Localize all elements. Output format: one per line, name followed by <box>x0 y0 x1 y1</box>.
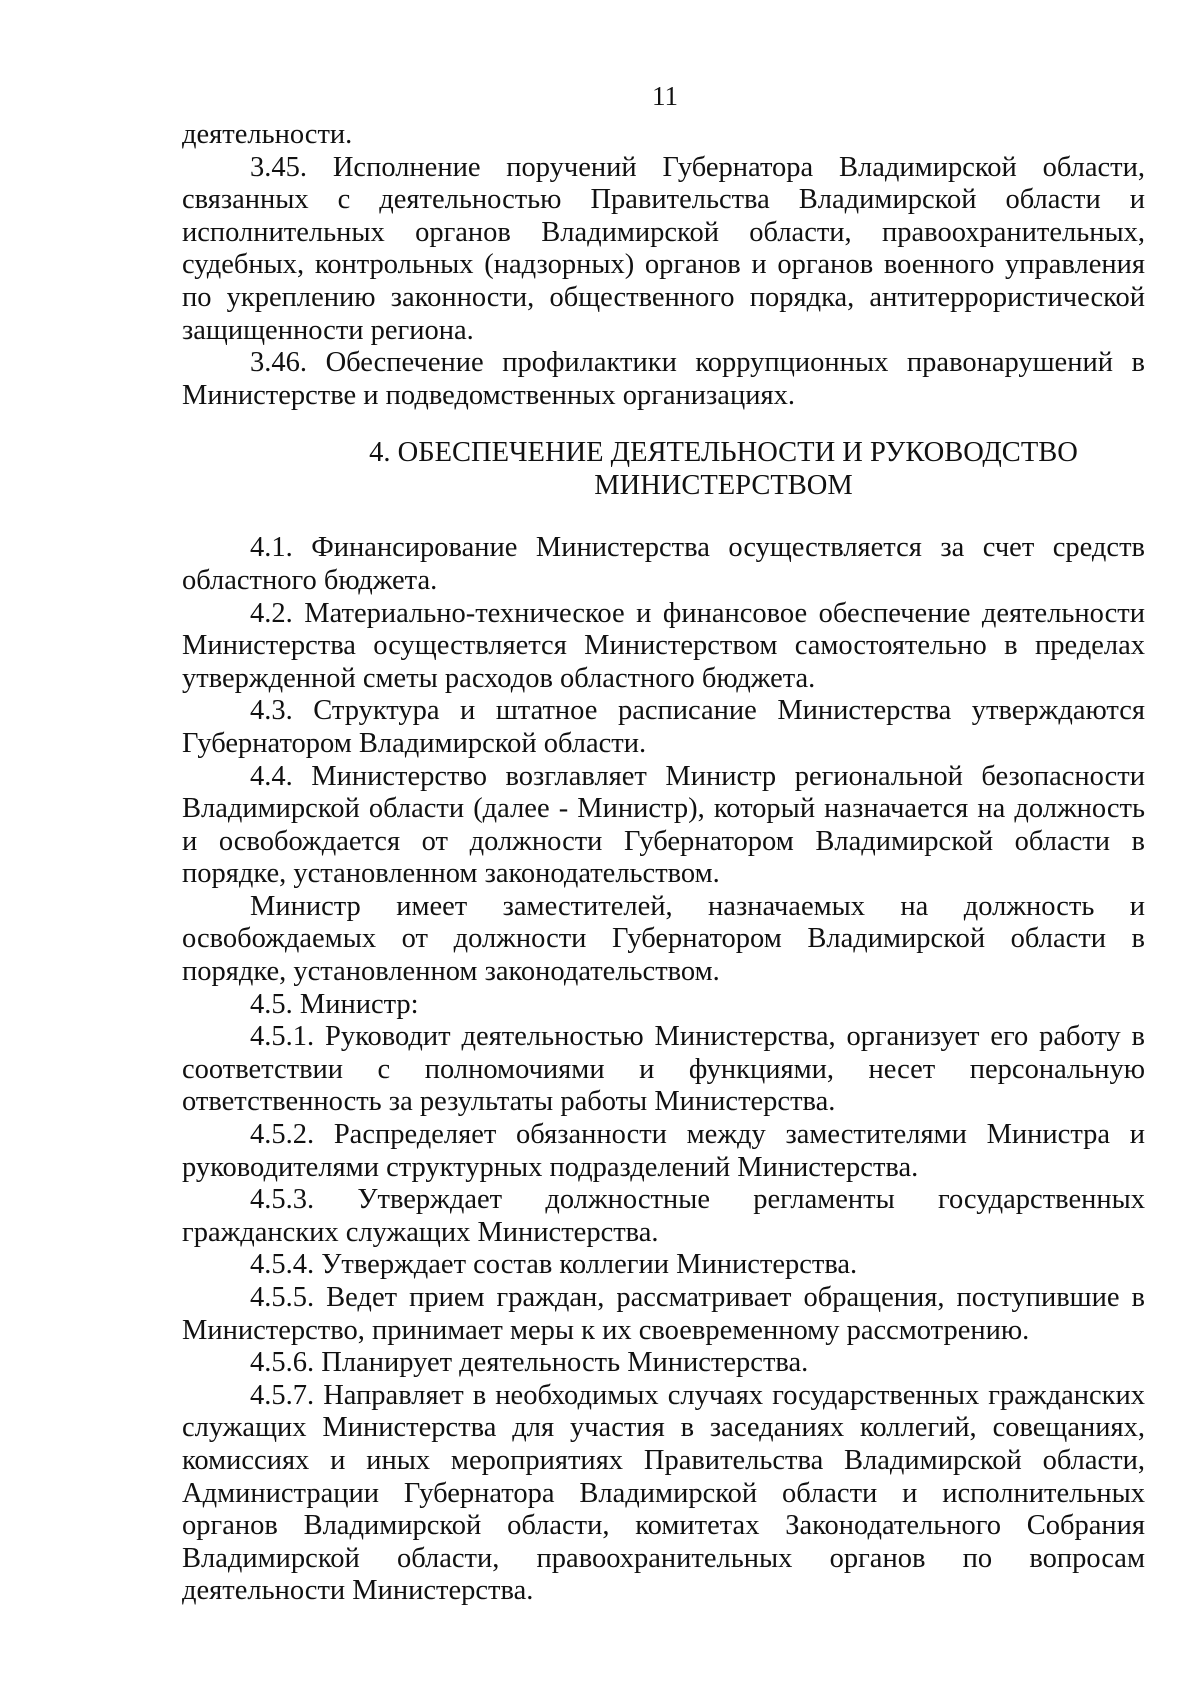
paragraph-4-5-3: 4.5.3. Утверждает должностные регламенты государственных гражданских служащих Министерства. <box>182 1184 1145 1248</box>
section-3-continuation <box>182 119 1145 412</box>
paragraph-4-5-5: 4.5.5. Ведет прием граждан, рассматривает обращения, поступившие в Министерство, принимает меры к их своевременному рассмотрению. <box>182 1282 1145 1346</box>
paragraph-4-5-1: 4.5.1. Руководит деятельностью Министерства, организует его работу в соответствии с полномочиями и функциями, несет персональную ответственность за результаты работы Министерства. <box>182 1021 1145 1118</box>
paragraph-4-5-4: 4.5.4. Утверждает состав коллегии Министерства. <box>250 1249 858 1281</box>
paragraph-4-3: 4.3. Структура и штатное расписание Министерства утверждаются Губернатором Владимирской области. <box>182 695 1145 759</box>
paragraph-4-5-2: 4.5.2. Распределяет обязанности между заместителями Министра и руководителями структурных подразделений Министерства. <box>182 1119 1145 1183</box>
page-number: 11 <box>652 81 678 111</box>
section-4-body <box>182 532 1145 1608</box>
document-body <box>182 119 1145 1608</box>
paragraph-minister-deputies: Министр имеет заместителей, назначаемых на должность и освобождаемых от должности Губернатором Владимирской области в порядке, установленном законодательством. <box>182 890 1145 988</box>
paragraph-4-5-7: 4.5.7. Направляет в необходимых случаях государственных гражданских служащих Министерства для участия в заседаниях коллегий, совещаниях, комиссиях и иных мероприятиях Правительства Владимирской области, Администрации Губернатора Владимирской области и исполнительных органов Владимирской области, комитетах Законодательного Собрания Владимирской области, правоохранительных органов по вопросам деятельности Министерства. <box>182 1379 1145 1607</box>
paragraph-4-1: 4.1. Финансирование Министерства осуществляется за счет средств областного бюджета. <box>182 532 1145 596</box>
paragraph-3-46: 3.46. Обеспечение профилактики коррупционных правонарушений в Министерстве и подведомственных организациях. <box>182 347 1145 411</box>
paragraph-4-4: 4.4. Министерство возглавляет Министр региональной безопасности Владимирской области (далее - Министр), который назначается на должность и освобождается от должности Губернатором Владимирской области в порядке, установленном законодательством. <box>182 760 1145 890</box>
paragraph-continuation: деятельности. <box>182 119 353 150</box>
paragraph-4-2: 4.2. Материально-техническое и финансовое обеспечение деятельности Министерства осуществляется Министерством самостоятельно в пределах утвержденной сметы расходов областного бюджета. <box>182 597 1145 694</box>
paragraph-4-5-6: 4.5.6. Планирует деятельность Министерства. <box>250 1347 809 1379</box>
section-heading-line-2: МИНИСТЕРСТВОМ <box>594 470 853 502</box>
paragraph-4-5: 4.5. Министр: <box>250 988 419 1020</box>
section-heading <box>182 436 1145 502</box>
paragraph-3-45: 3.45. Исполнение поручений Губернатора Владимирской области, связанных с деятельностью Правительства Владимирской области и исполнительных органов Владимирской области, правоохранительных, судебных, контрольных (надзорных) органов и органов военного управления по укреплению законности, общественного порядка, антитеррористической защищенности региона. <box>182 151 1145 346</box>
section-heading-line-1: 4. ОБЕСПЕЧЕНИЕ ДЕЯТЕЛЬНОСТИ И РУКОВОДСТВО <box>369 437 1078 469</box>
